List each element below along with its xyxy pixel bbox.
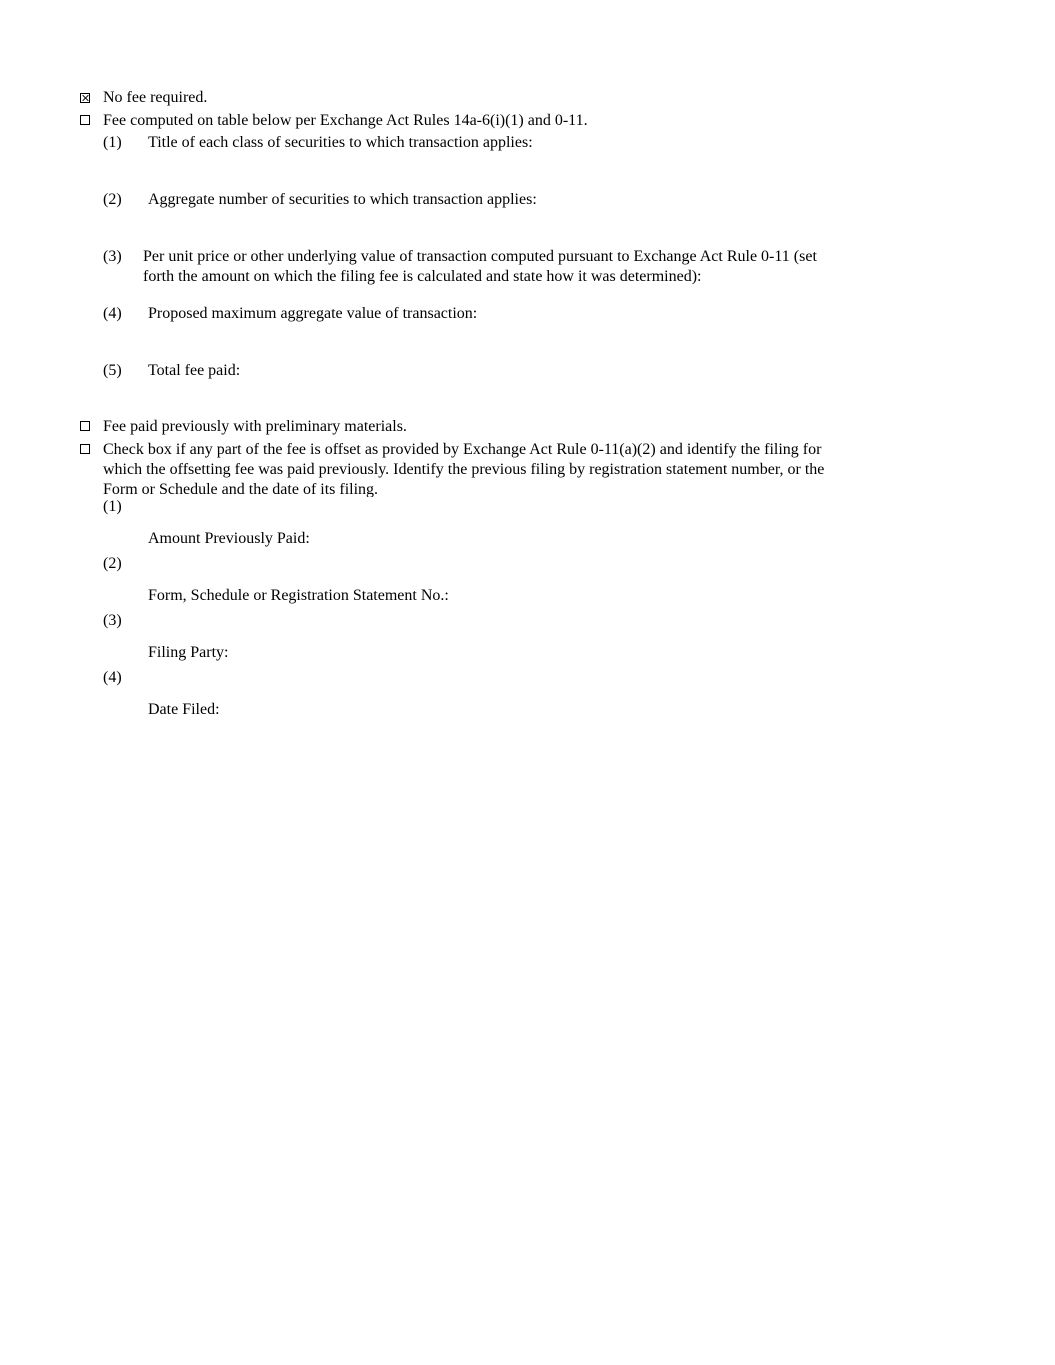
fee-item-number: (2) (103, 191, 122, 208)
fee-paid-previously-checkbox[interactable] (80, 421, 90, 431)
fee-item-text: Title of each class of securities to which transaction applies: (148, 134, 533, 151)
offset-item-number: (4) (103, 669, 122, 686)
fee-computed-label: Fee computed on table below per Exchange Act Rules 14a-6(i)(1) and 0-11. (103, 112, 588, 129)
offset-item-text: Amount Previously Paid: (148, 530, 310, 547)
fee-item-text: Total fee paid: (148, 362, 241, 379)
fee-item-number: (5) (103, 362, 122, 379)
offset-item-text: Date Filed: (148, 701, 220, 718)
offset-checkbox[interactable] (80, 444, 90, 454)
fee-item-number: (1) (103, 134, 122, 151)
offset-line-3: Form or Schedule and the date of its filing. (103, 481, 379, 497)
offset-line-2: which the offsetting fee was paid previously. Identify the previous filing by registration statement number, or the (103, 461, 825, 478)
offset-item-text: Form, Schedule or Registration Statement No.: (148, 587, 449, 604)
no-fee-label: No fee required. (103, 89, 208, 106)
fee-item-text: Proposed maximum aggregate value of transaction: (148, 305, 478, 322)
fee-paid-previously-label: Fee paid previously with preliminary materials. (103, 418, 407, 435)
fee-item-text-line2: forth the amount on which the filing fee is calculated and state how it was determined): (143, 268, 702, 285)
offset-item-number: (3) (103, 612, 122, 629)
offset-item-text: Filing Party: (148, 644, 229, 661)
fee-item-text: Aggregate number of securities to which transaction applies: (148, 191, 537, 208)
fee-item-text-line1: Per unit price or other underlying value of transaction computed pursuant to Exchange Act Rule 0-11 (set (143, 248, 817, 265)
fee-item-number: (3) (103, 248, 122, 265)
offset-line-1: Check box if any part of the fee is offset as provided by Exchange Act Rule 0-11(a)(2) and identify the filing for (103, 441, 822, 458)
no-fee-checkbox[interactable] (80, 93, 90, 103)
offset-description (103, 440, 824, 497)
offset-item-number: (1) (103, 498, 122, 515)
fee-item-number: (4) (103, 305, 122, 322)
offset-item-number: (2) (103, 555, 122, 572)
fee-computed-checkbox[interactable] (80, 115, 90, 125)
